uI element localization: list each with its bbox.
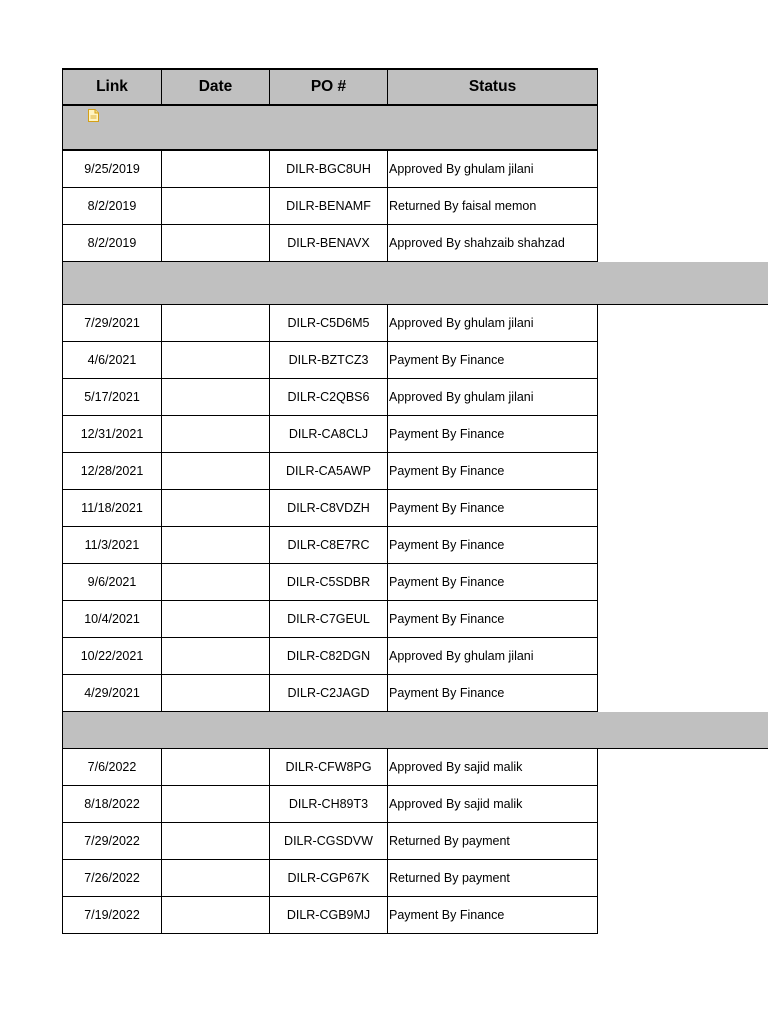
cell-po-number[interactable]: DILR-C8VDZH [270,490,388,526]
cell-po-number[interactable]: DILR-CGB9MJ [270,897,388,933]
cell-status[interactable]: Returned By payment [389,834,510,848]
table-row [62,416,598,453]
cell-link-date[interactable]: 12/28/2021 [63,453,162,489]
cell-link-date[interactable]: 12/31/2021 [63,416,162,452]
cell-po-number[interactable]: DILR-BGC8UH [270,151,388,187]
cell-link-date[interactable]: 8/18/2022 [63,786,162,822]
table-row [62,860,598,897]
cell-po-number[interactable]: DILR-CFW8PG [270,749,388,785]
cell-status[interactable]: Approved By ghulam jilani [389,162,534,176]
cell-status[interactable]: Returned By faisal memon [389,199,537,213]
table-row [62,490,598,527]
cell-status[interactable]: Payment By Finance [389,427,505,441]
cell-status[interactable]: Approved By ghulam jilani [389,390,534,404]
group-separator-2019 [62,106,598,151]
cell-link-date[interactable]: 5/17/2021 [63,379,162,415]
column-header-po[interactable]: PO # [270,70,388,104]
cell-link-date[interactable]: 8/2/2019 [63,188,162,224]
cell-link-date[interactable]: 4/6/2021 [63,342,162,378]
cell-po-number[interactable]: DILR-C82DGN [270,638,388,674]
cell-date[interactable] [162,527,270,563]
cell-date[interactable] [162,675,270,711]
table-row [62,564,598,601]
cell-link-date[interactable]: 8/2/2019 [63,225,162,261]
cell-date[interactable] [162,749,270,785]
cell-po-number[interactable]: DILR-CH89T3 [270,786,388,822]
cell-status[interactable]: Payment By Finance [389,538,505,552]
cell-date[interactable] [162,151,270,187]
cell-po-number[interactable]: DILR-BENAVX [270,225,388,261]
cell-status[interactable]: Returned By payment [389,871,510,885]
cell-po-number[interactable]: DILR-BENAMF [270,188,388,224]
table-row [62,638,598,675]
cell-link-date[interactable]: 11/18/2021 [63,490,162,526]
cell-date[interactable] [162,342,270,378]
cell-po-number[interactable]: DILR-BZTCZ3 [270,342,388,378]
cell-po-number[interactable]: DILR-CA8CLJ [270,416,388,452]
cell-link-date[interactable]: 9/6/2021 [63,564,162,600]
cell-date[interactable] [162,786,270,822]
cell-status[interactable]: Payment By Finance [389,908,505,922]
document-icon[interactable] [88,109,99,122]
cell-status[interactable]: Approved By ghulam jilani [389,649,534,663]
cell-date[interactable] [162,638,270,674]
group-separator-2021 [62,262,768,305]
cell-date[interactable] [162,188,270,224]
table-row [62,675,598,712]
cell-status[interactable]: Payment By Finance [389,464,505,478]
table-row [62,225,598,262]
cell-status[interactable]: Payment By Finance [389,353,505,367]
table-row [62,342,598,379]
cell-status[interactable]: Payment By Finance [389,501,505,515]
cell-link-date[interactable]: 9/25/2019 [63,151,162,187]
cell-status[interactable]: Approved By ghulam jilani [389,316,534,330]
cell-date[interactable] [162,453,270,489]
column-header-date[interactable]: Date [162,70,270,104]
table-row [62,379,598,416]
table-row [62,453,598,490]
cell-date[interactable] [162,897,270,933]
cell-date[interactable] [162,601,270,637]
cell-date[interactable] [162,416,270,452]
cell-date[interactable] [162,860,270,896]
cell-po-number[interactable]: DILR-CGSDVW [270,823,388,859]
table-row [62,823,598,860]
table-header-row [62,68,598,106]
cell-link-date[interactable]: 7/6/2022 [63,749,162,785]
cell-date[interactable] [162,823,270,859]
cell-date[interactable] [162,379,270,415]
table-row [62,897,598,934]
cell-date[interactable] [162,305,270,341]
table-row [62,786,598,823]
cell-link-date[interactable]: 10/22/2021 [63,638,162,674]
cell-po-number[interactable]: DILR-C5D6M5 [270,305,388,341]
table-row [62,151,598,188]
cell-status[interactable]: Payment By Finance [389,575,505,589]
cell-link-date[interactable]: 11/3/2021 [63,527,162,563]
cell-link-date[interactable]: 7/19/2022 [63,897,162,933]
cell-date[interactable] [162,225,270,261]
table-row [62,601,598,638]
group-separator-2022 [62,712,768,749]
cell-po-number[interactable]: DILR-C2QBS6 [270,379,388,415]
cell-po-number[interactable]: DILR-C7GEUL [270,601,388,637]
column-header-link[interactable]: Link [63,70,162,104]
table-row [62,749,598,786]
cell-status[interactable]: Approved By sajid malik [389,760,523,774]
cell-po-number[interactable]: DILR-C2JAGD [270,675,388,711]
cell-po-number[interactable]: DILR-C5SDBR [270,564,388,600]
cell-po-number[interactable]: DILR-C8E7RC [270,527,388,563]
cell-link-date[interactable]: 7/29/2022 [63,823,162,859]
column-header-status[interactable]: Status [468,78,517,95]
cell-status[interactable]: Payment By Finance [389,686,505,700]
cell-link-date[interactable]: 4/29/2021 [63,675,162,711]
cell-status[interactable]: Payment By Finance [389,612,505,626]
cell-status[interactable]: Approved By shahzaib shahzad [389,236,565,250]
cell-po-number[interactable]: DILR-CGP67K [270,860,388,896]
table-row [62,527,598,564]
cell-date[interactable] [162,490,270,526]
table-row [62,188,598,225]
cell-po-number[interactable]: DILR-CA5AWP [270,453,388,489]
cell-status[interactable]: Approved By sajid malik [389,797,523,811]
po-status-table [62,68,598,934]
cell-link-date[interactable]: 7/26/2022 [63,860,162,896]
cell-link-date[interactable]: 10/4/2021 [63,601,162,637]
cell-link-date[interactable]: 7/29/2021 [63,305,162,341]
cell-date[interactable] [162,564,270,600]
table-row [62,305,598,342]
